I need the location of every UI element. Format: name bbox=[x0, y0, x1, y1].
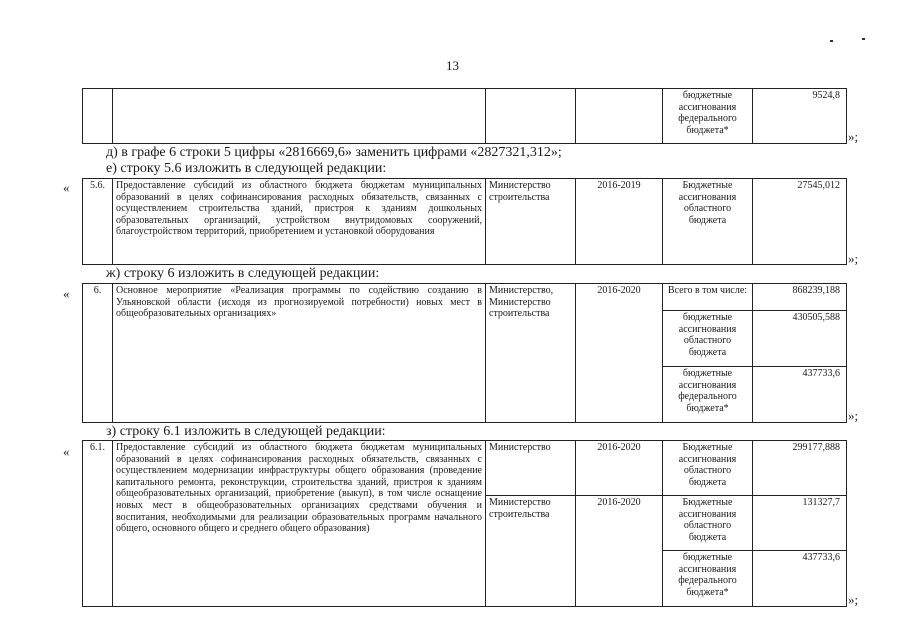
cell-description: Основное мероприятие «Реализация программы по содействию созданию в Ульяновской области (исходя из прогнозируемой потребности) новых мест в общеобразовательных организациях» bbox=[113, 284, 486, 423]
cell-amount: 437733,6 bbox=[753, 551, 847, 607]
cell-num: 5.6. bbox=[83, 179, 113, 265]
cell-description: Предоставление субсидий из областного бюджета бюджетам муниципальных образований в целях софинансирования расходных обязательств, связанных с осуществлением модернизации инфраструктуры общего образования (проведение капитального ремонта, реконструкции, строительства зданий, пристроя к зданиям общеобразовательных организаций, приобретение (выкуп), в том числе оснащение новых мест в общеобразовательных организациях средствами обучения и воспитания, необходимыми для реализации образовательных программ начального общего, основного общего и среднего общего образования) bbox=[113, 441, 486, 607]
cell-amount: 9524,8 bbox=[753, 89, 847, 144]
table-row bbox=[83, 284, 847, 311]
instruction-z: з) строку 6.1 изложить в следующей редакции: bbox=[106, 424, 386, 439]
table-row bbox=[83, 89, 847, 144]
cell-period: 2016-2020 bbox=[576, 441, 663, 496]
table-continuation bbox=[82, 88, 847, 144]
cell-amount: 27545,012 bbox=[753, 179, 847, 265]
cell-executor: Министерство строительства bbox=[486, 179, 576, 265]
cell-source: Всего в том числе: bbox=[663, 284, 753, 311]
cell-num: 6.1. bbox=[83, 441, 113, 607]
scan-speck bbox=[862, 38, 865, 40]
cell-source: Бюджетные ассигнования областного бюджета bbox=[663, 441, 753, 496]
cell-executor: Министерство, Министерство строительства bbox=[486, 284, 576, 423]
cell-period: 2016-2020 bbox=[576, 284, 663, 423]
cell-period: 2016-2020 bbox=[576, 496, 663, 607]
cell-source: бюджетные ассигнования областного бюджета bbox=[663, 311, 753, 367]
instruction-e: е) строку 5.6 изложить в следующей редакции: bbox=[106, 161, 387, 176]
cell-amount: 299177,888 bbox=[753, 441, 847, 496]
scan-speck bbox=[830, 40, 833, 42]
cell-amount: 430505,588 bbox=[753, 311, 847, 367]
closing-quote: »; bbox=[848, 592, 859, 607]
cell-amount: 437733,6 bbox=[753, 367, 847, 423]
cell-amount: 131327,7 bbox=[753, 496, 847, 551]
cell-num bbox=[83, 89, 113, 144]
table-row-6 bbox=[82, 283, 847, 423]
instruction-d: д) в графе 6 строки 5 цифры «2816669,6» заменить цифрами «2827321,312»; bbox=[106, 145, 562, 160]
cell-amount: 868239,188 bbox=[753, 284, 847, 311]
cell-executor: Министерство строительства bbox=[486, 496, 576, 607]
closing-quote: »; bbox=[848, 251, 859, 266]
cell-source: бюджетные ассигнования федерального бюджета* bbox=[663, 551, 753, 607]
table-row bbox=[83, 179, 847, 265]
cell-source: Бюджетные ассигнования областного бюджета bbox=[663, 496, 753, 551]
table-row-5-6 bbox=[82, 178, 847, 265]
opening-quote: « bbox=[63, 444, 70, 459]
cell-period bbox=[576, 89, 663, 144]
instruction-zh: ж) строку 6 изложить в следующей редакции: bbox=[106, 266, 380, 281]
cell-num: 6. bbox=[83, 284, 113, 423]
closing-quote: »; bbox=[848, 129, 859, 144]
cell-description bbox=[113, 89, 486, 144]
cell-executor bbox=[486, 89, 576, 144]
cell-source: бюджетные ассигнования федерального бюджета* bbox=[663, 367, 753, 423]
table-row-6-1 bbox=[82, 440, 847, 607]
cell-source: бюджетные ассигнования федерального бюджета* bbox=[663, 89, 753, 144]
table-row bbox=[83, 441, 847, 496]
cell-description: Предоставление субсидий из областного бюджета бюджетам муниципальных образований в целях софинансирования расходных обязательств, связанных с осуществлением строительства зданий, пристроя к зданиям дошкольных образовательных организаций, устройством внутридомовых сооружений, благоустройством территорий, приобретением и установкой оборудования bbox=[113, 179, 486, 265]
closing-quote: »; bbox=[848, 408, 859, 423]
opening-quote: « bbox=[63, 180, 70, 195]
cell-period: 2016-2019 bbox=[576, 179, 663, 265]
page-number: 13 bbox=[446, 58, 459, 73]
opening-quote: « bbox=[63, 286, 70, 301]
cell-source: Бюджетные ассигнования областного бюджета bbox=[663, 179, 753, 265]
cell-executor: Министерство bbox=[486, 441, 576, 496]
